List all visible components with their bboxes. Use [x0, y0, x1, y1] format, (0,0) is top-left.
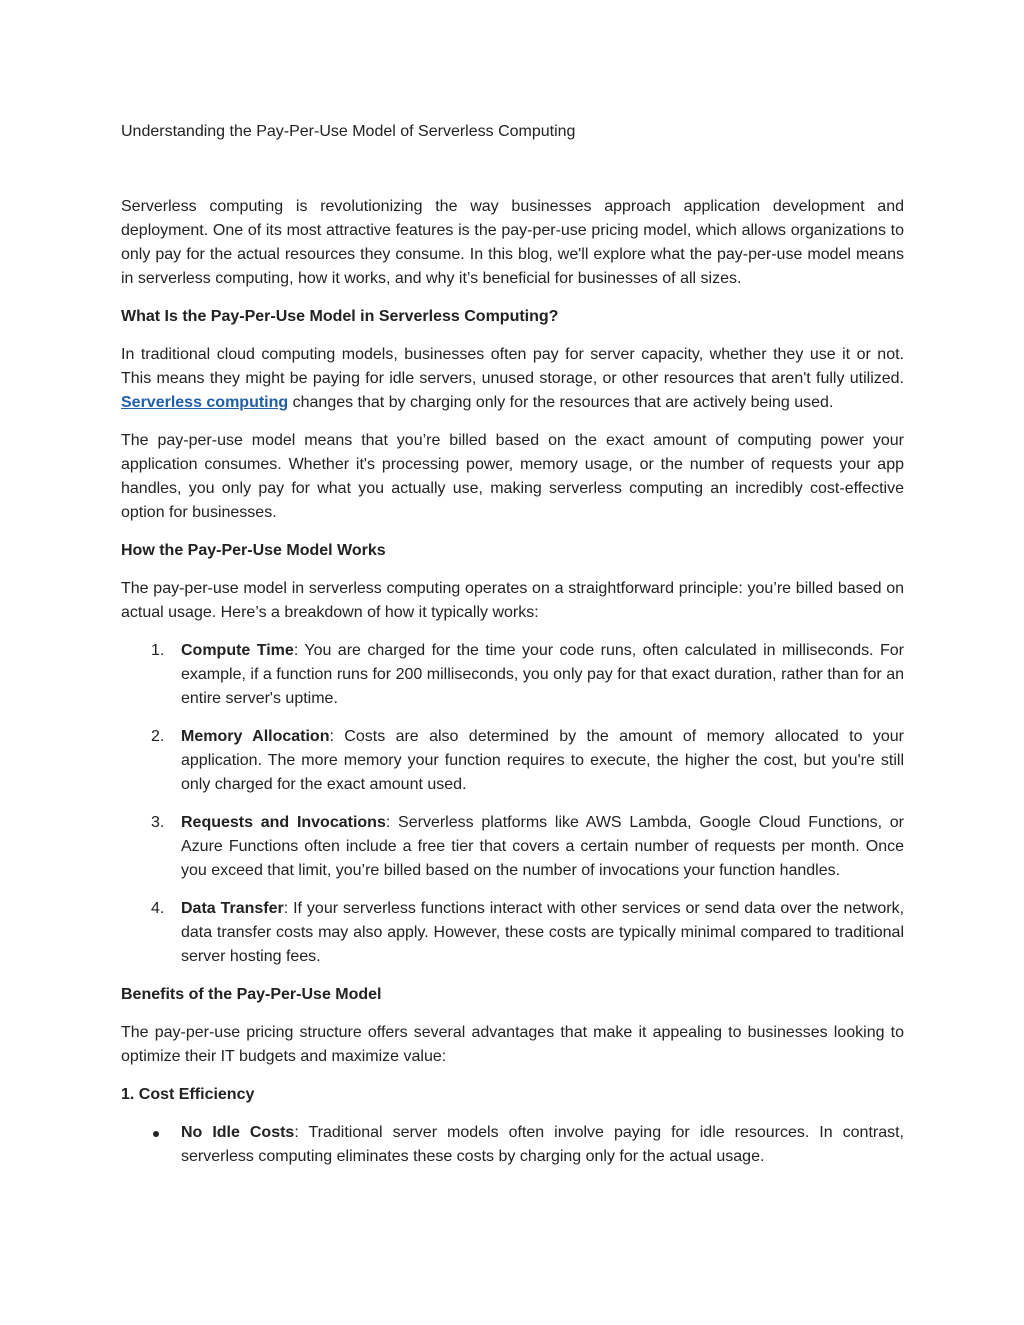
section-heading-benefits: Benefits of the Pay-Per-Use Model: [121, 986, 382, 1003]
list-item-text: : Serverless platforms like AWS Lambda, Google Cloud Functions, or Azure Functions often include a free tier that covers a certain number of requests per month. Once you exceed that limit, you’re billed based on the number of invocations your function handles.: [181, 814, 905, 879]
list-item: [121, 897, 904, 969]
list-number: 2.: [151, 728, 165, 745]
list-number: 3.: [151, 814, 165, 831]
list-item-text: : Costs are also determined by the amount of memory allocated to your application. The more memory your function requires to execute, the higher the cost, but you're still only charged for the exact amount used.: [181, 728, 905, 793]
section-heading-what-is: What Is the Pay-Per-Use Model in Serverless Computing?: [121, 308, 559, 325]
list-item-term: Data Transfer: [181, 900, 284, 917]
list-item-term: Requests and Invocations: [181, 814, 386, 831]
paragraph-text-after-link: changes that by charging only for the resources that are actively being used.: [288, 394, 834, 411]
intro-paragraph: Serverless computing is revolutionizing the way businesses approach application development and deployment. One of its most attractive features is the pay-per-use pricing model, which allows organizations to only pay for the actual resources they consume. In this blog, we'll explore what the pay-per-use model means in serverless computing, how it works, and why it’s beneficial for businesses of all sizes.: [121, 198, 904, 287]
paragraph-text-before-link: In traditional cloud computing models, businesses often pay for server capacity, whether they use it or not. This means they might be paying for idle servers, unused storage, or other resources that aren't fully utilized.: [121, 346, 904, 387]
serverless-computing-link[interactable]: Serverless computing: [121, 394, 289, 411]
paragraph-traditional-models: [121, 343, 904, 415]
paragraph-billing: The pay-per-use model means that you’re billed based on the exact amount of computing power your application consumes. Whether it's processing power, memory usage, or the number of requests your app handles, you only pay for what you actually use, making serverless computing an incredibly cost-effective option for businesses.: [121, 432, 904, 521]
list-item-text: : You are charged for the time your code runs, often calculated in milliseconds. For example, if a function runs for 200 milliseconds, you only pay for that exact duration, rather than for an entire server's uptime.: [181, 642, 905, 707]
list-item: [121, 725, 904, 797]
list-item-text: : If your serverless functions interact with other services or send data over the network, data transfer costs may also apply. However, these costs are typically minimal compared to traditional server hosting fees.: [181, 900, 905, 965]
benefits-bullet-list: [121, 1121, 904, 1169]
list-item-term: No Idle Costs: [181, 1124, 295, 1141]
subheading-cost-efficiency: 1. Cost Efficiency: [121, 1086, 255, 1103]
paragraph-how-intro: The pay-per-use model in serverless computing operates on a straightforward principle: you’re billed based on actual usage. Here’s a breakdown of how it typically works:: [121, 580, 904, 621]
document-body: [121, 195, 904, 1183]
list-item: [121, 1121, 904, 1169]
pricing-factors-list: [121, 639, 904, 969]
paragraph-benefits-intro: The pay-per-use pricing structure offers several advantages that make it appealing to businesses looking to optimize their IT budgets and maximize value:: [121, 1024, 904, 1065]
list-item: [121, 639, 904, 711]
list-item-term: Memory Allocation: [181, 728, 330, 745]
list-number: 4.: [151, 900, 165, 917]
list-item-text: : Traditional server models often involve paying for idle resources. In contrast, serverless computing eliminates these costs by charging only for the actual usage.: [181, 1124, 905, 1165]
list-item: [121, 811, 904, 883]
list-item-term: Compute Time: [181, 642, 294, 659]
bullet-icon: [153, 1131, 159, 1137]
section-heading-how-it-works: How the Pay-Per-Use Model Works: [121, 542, 386, 559]
list-number: 1.: [151, 642, 165, 659]
document-title: Understanding the Pay-Per-Use Model of Serverless Computing: [121, 123, 576, 140]
